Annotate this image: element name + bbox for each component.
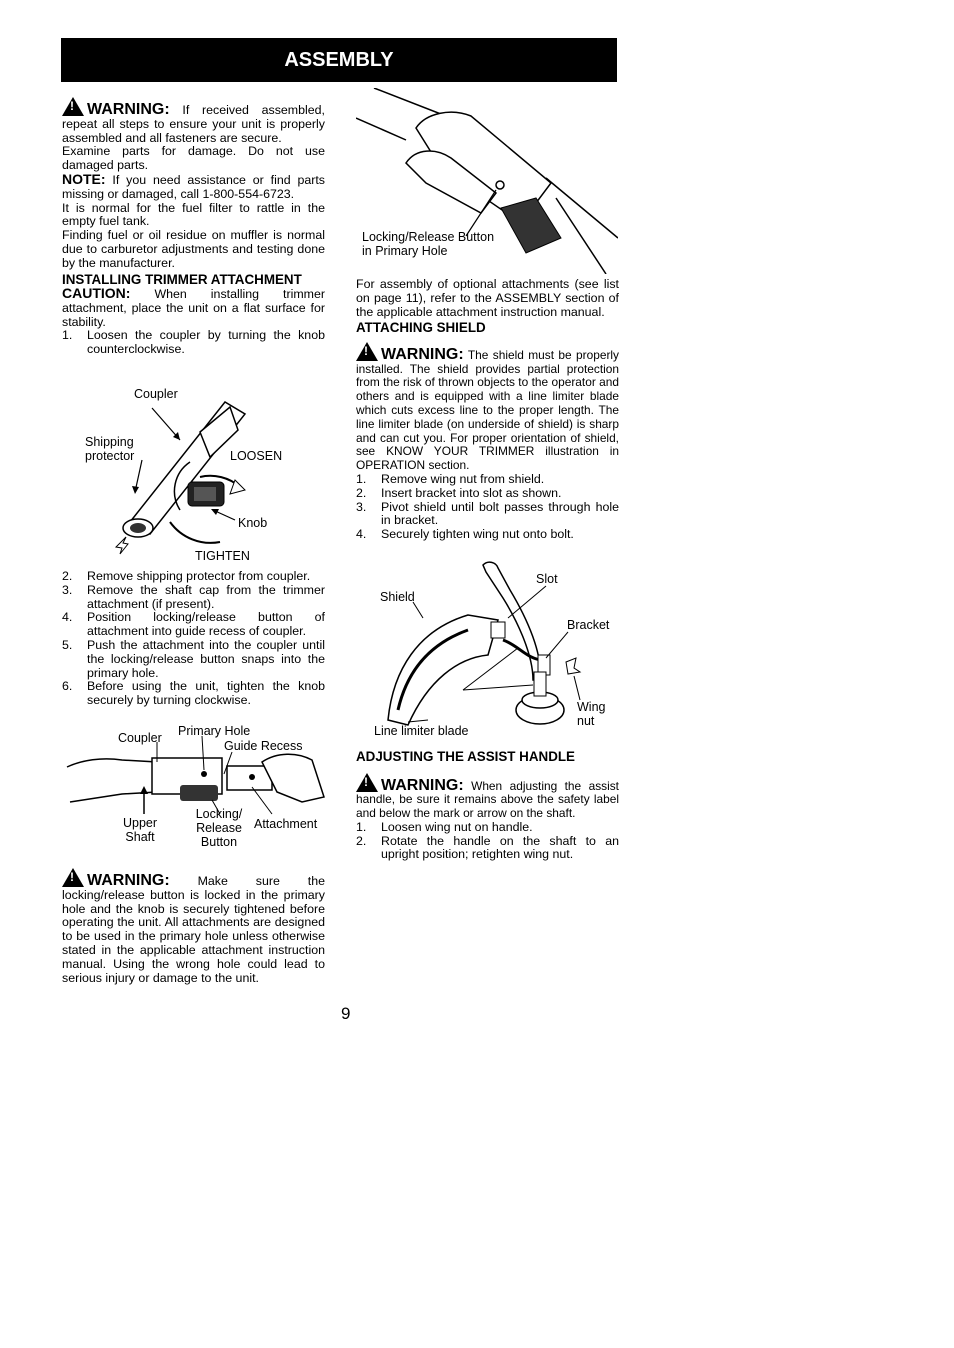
label-shipping-protector: Shipping protector bbox=[85, 435, 135, 463]
caution-block bbox=[62, 287, 325, 329]
warning-block-2 bbox=[62, 868, 325, 985]
optional-attachments-text: For assembly of optional attachments (see list on page 11), refer to the ASSEMBLY section of the applicable attachment instruction manual. bbox=[356, 277, 619, 319]
fuel-filter-text: It is normal for the fuel filter to rattle in the empty fuel tank. bbox=[62, 200, 325, 229]
left-column-top bbox=[62, 97, 325, 357]
left-warning-2 bbox=[62, 868, 325, 985]
warning-text: Make sure the locking/release button is locked in the primary hole and the knob is securely tightened before operating the unit. All attachments are designed to be used in the primary hole unless otherwise stated in the applicable attachment instruction manual. Using the wrong hole could lead to serious injury or damage to the unit. bbox=[62, 874, 325, 985]
list-item: 1. Remove wing nut from shield. bbox=[356, 472, 545, 487]
label-guide-recess: Guide Recess bbox=[224, 739, 303, 753]
note-label: NOTE: bbox=[62, 170, 106, 187]
section-header bbox=[61, 38, 617, 82]
list-item: 3. Pivot shield until bolt passes through hole in bracket. bbox=[356, 499, 619, 528]
label-coupler: Coupler bbox=[134, 387, 178, 401]
list-item: 4. Securely tighten wing nut onto bolt. bbox=[356, 527, 574, 542]
warning-triangle-icon bbox=[356, 773, 378, 792]
left-steps-b bbox=[62, 570, 325, 708]
warning-text: If received assembled, repeat all steps to ensure your unit is properly assembled and all fasteners are secure. bbox=[62, 103, 325, 145]
label-attachment: Attachment bbox=[254, 817, 318, 831]
coupler-illustration bbox=[80, 382, 330, 567]
label-primary-hole: Primary Hole bbox=[178, 724, 251, 738]
caution-text: When installing trimmer attachment, place the unit on a flat surface for stability. bbox=[62, 287, 325, 329]
label-bracket: Bracket bbox=[567, 618, 610, 632]
right-column-middle bbox=[356, 278, 619, 542]
label-locking-release-button: Locking/ Release Button bbox=[195, 807, 243, 849]
list-item: 1. Loosen wing nut on handle. bbox=[356, 819, 533, 834]
label-knob: Knob bbox=[238, 516, 268, 530]
list-item: 2. Insert bracket into slot as shown. bbox=[356, 485, 562, 500]
heading-adjusting-assist-handle: ADJUSTING THE ASSIST HANDLE bbox=[356, 749, 575, 764]
list-item: 3. Remove the shaft cap from the trimmer attachment (if present). bbox=[62, 582, 325, 611]
list-item: 5. Push the attachment into the coupler until the locking/release button snaps into the primary hole. bbox=[62, 637, 325, 680]
warning-block-4 bbox=[356, 773, 619, 821]
note-text: If you need assistance or find parts missing or damaged, call 1-800-554-6723. bbox=[62, 172, 325, 201]
steps-list-shield bbox=[356, 473, 619, 542]
steps-list-a bbox=[62, 329, 325, 357]
warning-label: WARNING: bbox=[87, 101, 170, 118]
label-wing-nut: Wing nut bbox=[577, 700, 606, 728]
section-title: ASSEMBLY bbox=[284, 48, 394, 71]
label-line-limiter-blade: Line limiter blade bbox=[374, 724, 469, 738]
list-item: 2. Rotate the handle on the shaft to an upright position; retighten wing nut. bbox=[356, 833, 619, 862]
warning-label: WARNING: bbox=[381, 345, 464, 363]
figure-coupler-loosen bbox=[80, 382, 330, 567]
label-locking-release-primary-hole: Locking/Release Button in Primary Hole bbox=[362, 230, 495, 258]
label-coupler: Coupler bbox=[118, 731, 162, 745]
list-item: 6. Before using the unit, tighten the knob securely by turning clockwise. bbox=[62, 679, 325, 708]
label-upper-shaft: Upper Shaft bbox=[122, 816, 158, 844]
label-tighten: TIGHTEN bbox=[195, 549, 250, 563]
warning-triangle-icon bbox=[62, 97, 84, 116]
label-slot: Slot bbox=[536, 572, 558, 586]
list-item: 2. Remove shipping protector from coupler. bbox=[62, 569, 311, 583]
list-item: 1. Loosen the coupler by turning the knob counterclockwise. bbox=[62, 328, 325, 357]
heading-installing-trimmer: INSTALLING TRIMMER ATTACHMENT bbox=[62, 271, 302, 287]
figure-attachment-insert bbox=[62, 722, 327, 852]
warning-label: WARNING: bbox=[381, 776, 464, 794]
warning-block-3 bbox=[356, 342, 619, 473]
warning-block-1 bbox=[62, 97, 325, 145]
residue-text: Finding fuel or oil residue on muffler is normal due to carburetor adjustments and testing done by the manufacturer. bbox=[62, 228, 325, 270]
warning-triangle-icon bbox=[356, 342, 378, 361]
steps-list-handle bbox=[356, 821, 619, 862]
label-shield: Shield bbox=[380, 590, 415, 604]
examine-text: Examine parts for damage. Do not use damaged parts. bbox=[62, 144, 325, 173]
label-loosen: LOOSEN bbox=[230, 449, 283, 463]
figure-locking-release bbox=[356, 88, 618, 274]
warning-triangle-icon bbox=[62, 868, 84, 887]
warning-label: WARNING: bbox=[87, 872, 170, 889]
figure-shield bbox=[368, 560, 618, 742]
list-item: 4. Position locking/release button of attachment into guide recess of coupler. bbox=[62, 610, 325, 639]
steps-list-b bbox=[62, 570, 325, 708]
page-number: 9 bbox=[341, 1004, 351, 1023]
caution-label: CAUTION: bbox=[62, 285, 131, 302]
note-block bbox=[62, 170, 325, 202]
heading-attaching-shield: ATTACHING SHIELD bbox=[356, 320, 486, 336]
right-column-bottom bbox=[356, 748, 619, 862]
warning-text: The shield must be properly installed. The shield provides partial protection from the risk of thrown objects to the operator and others and is equipped with a line limiter blade which cuts excess line to the proper length. The line limiter blade (on underside of shield) is sharp and can cut you. For proper orientation of shield, see KNOW YOUR TRIMMER illustration in OPERATION section. bbox=[356, 347, 619, 473]
warning-text: When adjusting the assist handle, be sure it remains above the safety label and below the mark or arrow on the shaft. bbox=[356, 778, 619, 821]
